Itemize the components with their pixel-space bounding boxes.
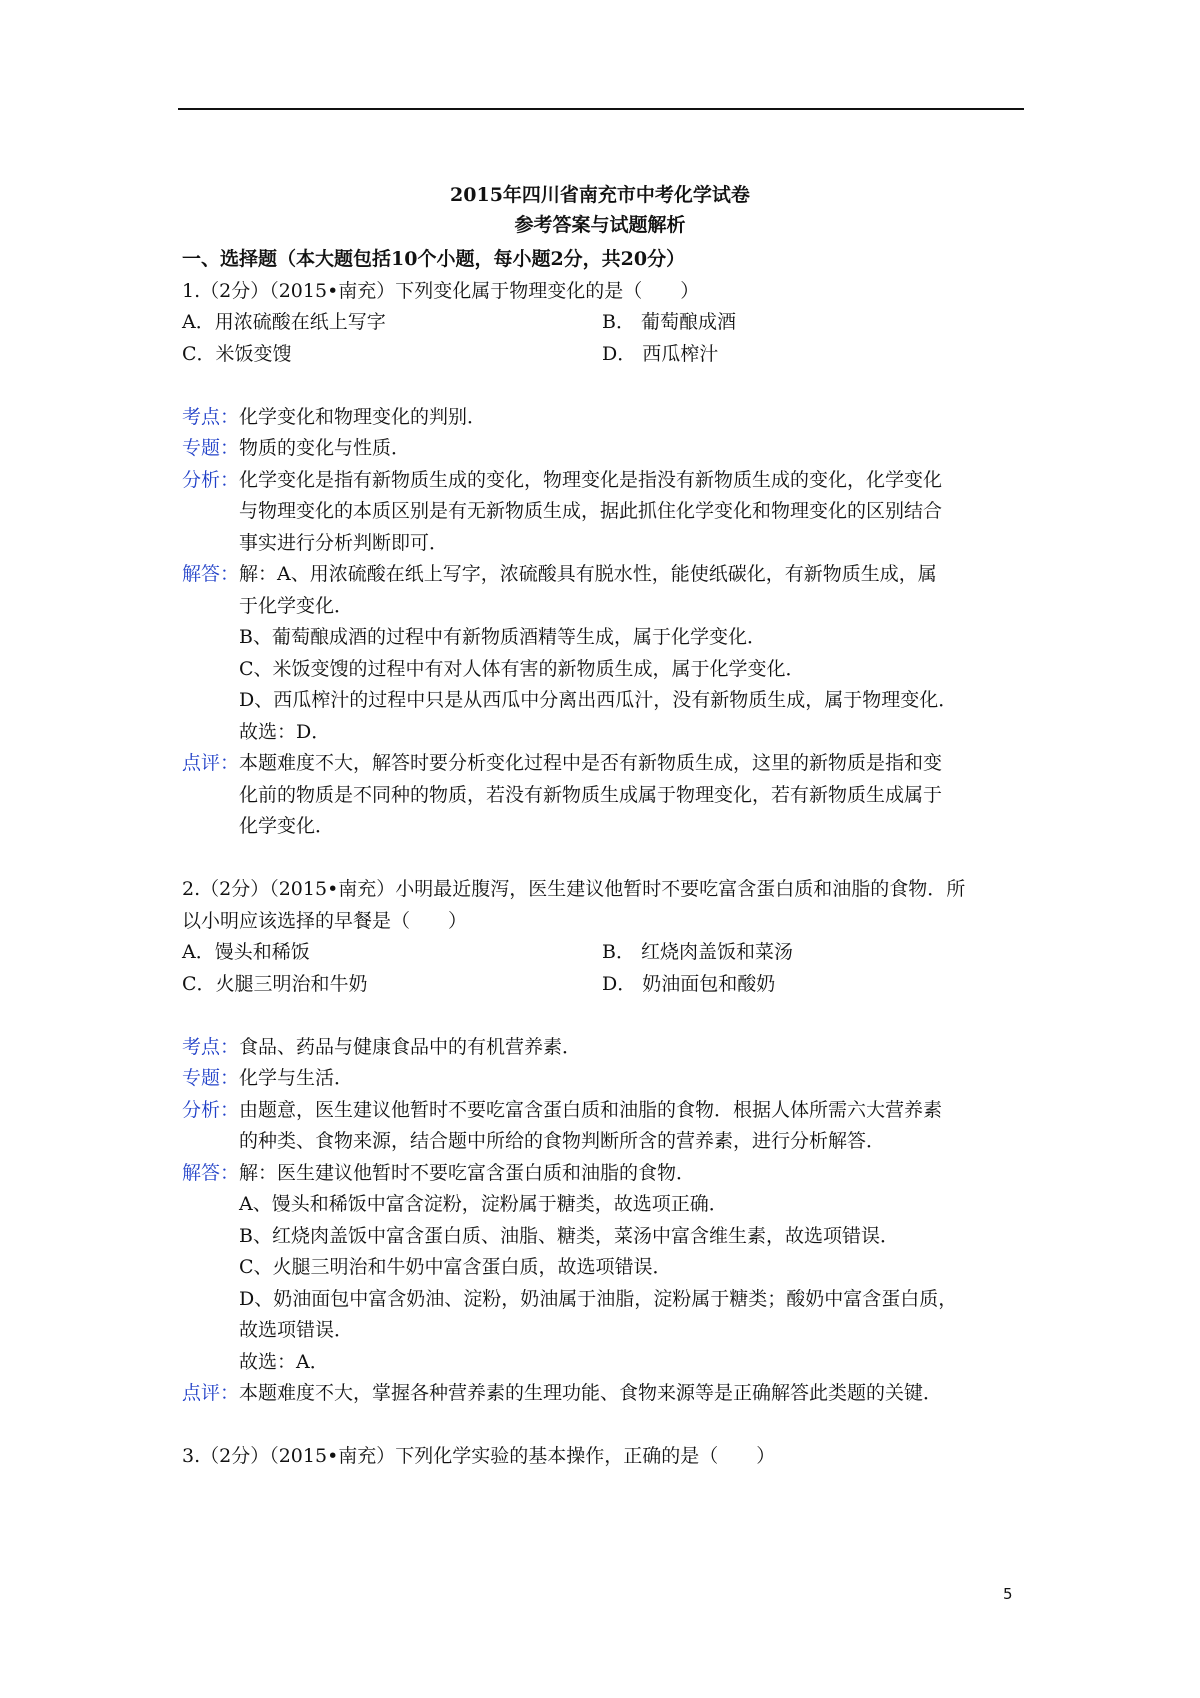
jieda-text: D、奶油面包中富含奶油、淀粉，奶油属于油脂，淀粉属于糖类；酸奶中富含蛋白质， xyxy=(239,1287,958,1310)
fenxi-text: 由题意，医生建议他暂时不要吃富含蛋白质和油脂的食物．根据人体所需六大营养素 xyxy=(239,1098,943,1121)
fenxi-entry xyxy=(182,1095,1024,1158)
jieda-text: A、馒头和稀饭中富含淀粉，淀粉属于糖类，故选项正确． xyxy=(239,1193,728,1215)
fenxi-entry xyxy=(182,465,1024,560)
fenxi-text: 与物理变化的本质区别是有无新物质生成，据此抓住化学变化和物理变化的区别结合 xyxy=(239,500,943,522)
dianping-entry xyxy=(182,1378,1024,1410)
option-c: C．火腿三明治和牛奶 xyxy=(182,972,368,995)
jieda-text: C、火腿三明治和牛奶中富含蛋白质，故选项错误． xyxy=(239,1256,672,1278)
jieda-entry xyxy=(182,559,1024,748)
zhuanti-label: 专题： xyxy=(182,437,240,459)
option-c: C．米饭变馊 xyxy=(182,342,292,365)
section-heading: 一、选择题（本大题包括10个小题，每小题2分，共20分） xyxy=(182,248,686,270)
kaodian-label: 考点： xyxy=(182,405,240,428)
jieda-text: B、红烧肉盖饭中富含蛋白质、油脂、糖类，菜汤中富含维生素，故选项错误． xyxy=(239,1224,899,1247)
question-3 xyxy=(182,1441,1024,1473)
jieda-text: 解：A、用浓硫酸在纸上写字，浓硫酸具有脱水性，能使纸碳化，有新物质生成，属 xyxy=(239,563,937,585)
jieda-text: 于化学变化． xyxy=(239,594,354,617)
kaodian-label: 考点： xyxy=(182,1035,240,1058)
options-row xyxy=(182,339,1024,371)
jieda-label: 解答： xyxy=(182,1161,240,1184)
zhuanti-text: 物质的变化与性质． xyxy=(239,437,411,459)
jieda-text: 解：医生建议他暂时不要吃富含蛋白质和油脂的食物． xyxy=(239,1161,696,1184)
dianping-text: 本题难度不大，掌握各种营养素的生理功能、食物来源等是正确解答此类题的关键． xyxy=(239,1382,943,1404)
page-number: 5 xyxy=(1003,1585,1013,1603)
header-rule xyxy=(178,108,1024,110)
title-block xyxy=(0,180,1200,240)
question-2 xyxy=(182,874,1024,1410)
content xyxy=(182,244,1024,1473)
jieda-text: D、西瓜榨汁的过程中只是从西瓜中分离出西瓜汁，没有新物质生成，属于物理变化． xyxy=(239,689,958,711)
question-stem: 1.（2分）（2015•南充）下列变化属于物理变化的是（ ） xyxy=(182,279,700,302)
page-subtitle: 参考答案与试题解析 xyxy=(514,214,686,236)
question-stem: 3.（2分）（2015•南充）下列化学实验的基本操作，正确的是（ ） xyxy=(182,1445,776,1467)
jieda-entry xyxy=(182,1158,1024,1379)
kaodian-entry xyxy=(182,1032,1024,1064)
zhuanti-entry xyxy=(182,1063,1024,1095)
zhuanti-label: 专题： xyxy=(182,1067,240,1089)
options-row xyxy=(182,969,1024,1001)
options-row xyxy=(182,307,1024,339)
question-1 xyxy=(182,276,1024,843)
dianping-text: 化学变化． xyxy=(239,815,335,837)
jieda-text: 故选：D． xyxy=(239,720,331,743)
jieda-text: C、米饭变馊的过程中有对人体有害的新物质生成，属于化学变化． xyxy=(239,657,805,680)
option-d: D． 奶油面包和酸奶 xyxy=(602,972,776,995)
dianping-label: 点评： xyxy=(182,1382,240,1404)
kaodian-entry xyxy=(182,402,1024,434)
kaodian-text: 食品、药品与健康食品中的有机营养素． xyxy=(239,1035,582,1058)
question-stem: 2.（2分）（2015•南充）小明最近腹泻，医生建议他暂时不要吃富含蛋白质和油脂的食物．所 xyxy=(182,878,966,900)
jieda-label: 解答： xyxy=(182,563,240,585)
dianping-text: 本题难度不大，解答时要分析变化过程中是否有新物质生成，这里的新物质是指和变 xyxy=(239,752,943,774)
jieda-text: 故选项错误． xyxy=(239,1319,354,1341)
fenxi-text: 化学变化是指有新物质生成的变化，物理变化是指没有新物质生成的变化，化学变化 xyxy=(239,468,943,491)
option-b: B． 葡萄酿成酒 xyxy=(602,311,737,333)
dianping-entry xyxy=(182,748,1024,843)
page-title: 2015年四川省南充市中考化学试卷 xyxy=(450,184,750,206)
fenxi-label: 分析： xyxy=(182,468,240,491)
fenxi-label: 分析： xyxy=(182,1098,240,1121)
kaodian-text: 化学变化和物理变化的判别． xyxy=(239,405,487,428)
zhuanti-text: 化学与生活． xyxy=(239,1067,354,1089)
options-row xyxy=(182,937,1024,969)
fenxi-text: 的种类、食物来源，结合题中所给的食物判断所含的营养素，进行分析解答． xyxy=(239,1130,886,1152)
dianping-text: 化前的物质是不同种的物质，若没有新物质生成属于物理变化，若有新物质生成属于 xyxy=(239,783,943,806)
option-d: D． 西瓜榨汁 xyxy=(602,342,719,365)
dianping-label: 点评： xyxy=(182,752,240,774)
option-b: B． 红烧肉盖饭和菜汤 xyxy=(602,941,794,963)
zhuanti-entry xyxy=(182,433,1024,465)
option-a: A．用浓硫酸在纸上写字 xyxy=(182,311,386,333)
jieda-text: B、葡萄酿成酒的过程中有新物质酒精等生成，属于化学变化． xyxy=(239,626,766,648)
option-a: A．馒头和稀饭 xyxy=(182,941,310,963)
question-stem: 以小明应该选择的早餐是（ ） xyxy=(182,909,468,932)
fenxi-text: 事实进行分析判断即可． xyxy=(239,531,449,554)
jieda-text: 故选：A． xyxy=(239,1350,329,1373)
